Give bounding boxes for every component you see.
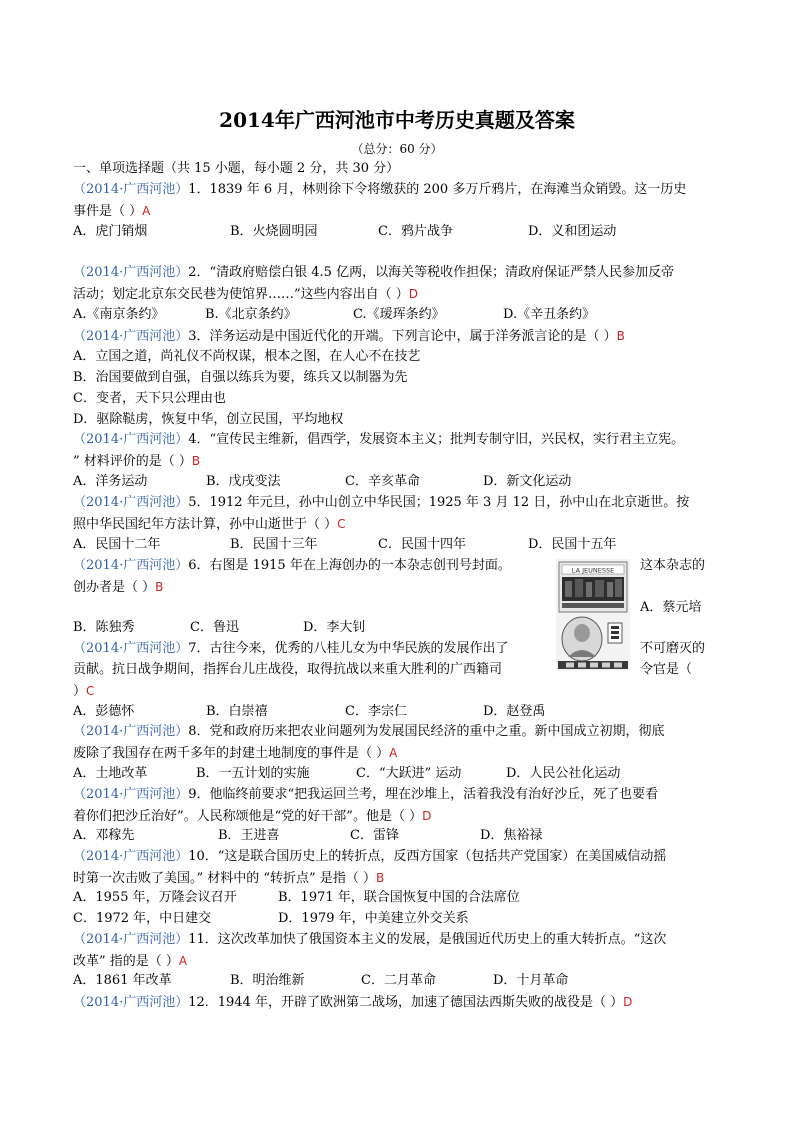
question-10-text: 10．“这是联合国历史上的转折点，反西方国家（包括共产党国家）在美国威信动摇 — [188, 849, 667, 864]
question-1-answer: A — [142, 204, 151, 218]
question-7-line-1 — [73, 640, 509, 658]
question-4-options — [73, 473, 733, 491]
document-subtitle: （总分：60 分） — [351, 142, 443, 156]
question-6-text-right: 这本杂志的 — [640, 558, 706, 573]
question-8-line-1 — [73, 723, 665, 741]
question-8-text-cont: 废除了我国存在两千多年的封建土地制度的事件是（ ） — [73, 746, 390, 761]
question-7-source-tag: （2014·广西河池） — [73, 641, 189, 656]
question-10-answer: B — [375, 871, 385, 885]
question-3-line-1 — [73, 327, 625, 346]
question-6-source-tag: （2014·广西河池） — [73, 558, 189, 573]
option-a: A．邓稼先 — [73, 828, 135, 843]
option-c: C．二月革命 — [361, 973, 436, 988]
option-c: C．辛亥革命 — [345, 474, 420, 489]
question-4-text: 4．“宣传民主维新，倡西学，发展资本主义；批判专制守旧，兴民权，实行君主立宪。 — [188, 432, 685, 447]
option-b: B．一五计划的实施 — [196, 766, 310, 781]
option-a: A．洋务运动 — [73, 474, 148, 489]
option-d: D．1979 年，中美建立外交关系 — [278, 911, 469, 926]
question-12-answer: D — [623, 995, 633, 1009]
question-10-text-cont: 时第一次击败了美国。” 材料中的 “转折点” 是指（ ） — [73, 871, 376, 886]
question-7-line-3 — [73, 682, 94, 701]
question-6-line-1 — [73, 557, 511, 575]
question-6-text: 6．右图是 1915 年在上海创办的一本杂志创刊号封面。 — [188, 558, 511, 573]
question-3-option-a: A．立国之道，尚礼仪不尚权谋，根本之图，在人心不在技艺 — [73, 349, 421, 364]
option-b: B.《北京条约》 — [205, 307, 297, 322]
question-6-option-a: A．蔡元培 — [640, 600, 702, 615]
question-3-option-d: D．驱除鞑虏，恢复中华，创立民国，平均地权 — [73, 412, 344, 427]
option-d: D．民国十五年 — [528, 537, 617, 552]
question-9-text-cont: 着你们把沙丘治好”。人民称颂他是“党的好干部”。他是（ ） — [73, 809, 423, 824]
question-11-line-2 — [73, 952, 187, 971]
question-8-line-2 — [73, 744, 397, 763]
question-2-options — [73, 306, 733, 324]
question-3-text: 3．洋务运动是中国近代化的开端。下列言论中，属于洋务派言论的是（ ） — [188, 329, 617, 344]
option-a: A．民国十二年 — [73, 537, 161, 552]
question-3-option-c: C．变者，天下只公理由也 — [73, 391, 226, 406]
option-c: C．鸦片战争 — [378, 224, 453, 239]
option-d: D.《辛丑条约》 — [503, 307, 596, 322]
question-11-text-cont: 改革” 指的是（ ） — [73, 954, 179, 969]
question-2-text: 2．“清政府赔偿白银 4.5 亿两，以海关等税收作担保；清政府保证严禁人民参加反帝 — [188, 265, 675, 280]
question-10-line-2 — [73, 869, 384, 888]
option-b: B．明治维新 — [230, 973, 305, 988]
option-b: B．戊戌变法 — [206, 474, 281, 489]
option-a: A.《南京条约》 — [73, 307, 165, 322]
option-a: A．彭德怀 — [73, 704, 135, 719]
option-c: C．“大跃进” 运动 — [356, 766, 462, 781]
question-9-source-tag: （2014·广西河池） — [73, 787, 189, 802]
question-4-line-1 — [73, 431, 684, 449]
question-7-line-2: 贡献。抗日战争期间，指挥台儿庄战役，取得抗战以来重大胜利的广西籍司 — [73, 662, 503, 677]
option-a: A．虎门销烟 — [73, 224, 148, 239]
question-9-options — [73, 827, 733, 845]
question-4-answer: B — [191, 454, 201, 468]
magazine-cover-text: LA JEUNESSE — [571, 566, 615, 575]
question-10-line-1 — [73, 848, 666, 866]
question-5-line-2 — [73, 515, 346, 534]
option-c: C．鲁迅 — [190, 620, 239, 635]
option-a: A．土地改革 — [73, 766, 148, 781]
option-c: C．李宗仁 — [345, 704, 407, 719]
question-4-line-2 — [73, 452, 200, 471]
option-a: A．1955 年，万隆会议召开 — [73, 890, 237, 905]
question-11-answer: A — [178, 954, 188, 968]
question-10-options-row-2 — [73, 910, 733, 928]
question-11-text: 11．这次改革加快了俄国资本主义的发展，是俄国近代历史上的重大转折点。“这次 — [188, 932, 667, 947]
question-12-text: 12．1944 年，开辟了欧洲第二战场，加速了德国法西斯失败的战役是（ ） — [188, 995, 624, 1010]
question-6-answer: B — [155, 580, 164, 594]
question-3-source-tag: （2014·广西河池） — [73, 329, 189, 344]
question-6-options — [73, 619, 733, 637]
question-7-options — [73, 703, 733, 721]
option-d: D．十月革命 — [493, 973, 569, 988]
question-9-line-1 — [73, 786, 658, 804]
question-5-source-tag: （2014·广西河池） — [73, 495, 189, 510]
question-5-options — [73, 536, 733, 554]
option-a: A．1861 年改革 — [73, 973, 172, 988]
question-1-options — [73, 223, 733, 241]
question-8-answer: A — [389, 746, 398, 760]
document-title: 2014年广西河池市中考历史真题及答案 — [219, 108, 575, 132]
option-b: B．火烧圆明园 — [230, 224, 318, 239]
magazine-cover-image — [556, 559, 630, 671]
question-9-answer: D — [422, 809, 432, 823]
question-1-source-tag: （2014·广西河池） — [73, 182, 189, 197]
option-b: B．白崇禧 — [206, 704, 268, 719]
option-b: B．民国十三年 — [230, 537, 318, 552]
question-5-text: 5．1912 年元旦，孙中山创立中华民国；1925 年 3 月 12 日，孙中山在北京逝世。按 — [188, 495, 690, 510]
question-7-text: 7．古往今来，优秀的八桂儿女为中华民族的发展作出了 — [188, 641, 509, 656]
option-c: C．雷锋 — [350, 828, 399, 843]
option-b: B．1971 年，联合国恢复中国的合法席位 — [278, 890, 520, 905]
question-8-text: 8．党和政府历来把农业问题列为发展国民经济的重中之重。新中国成立初期，彻底 — [188, 724, 665, 739]
question-2-source-tag: （2014·广西河池） — [73, 265, 189, 280]
question-2-line-2 — [73, 285, 418, 304]
question-4-text-cont: ” 材料评价的是（ ） — [73, 454, 192, 469]
question-1-text: 1．1839 年 6 月，林则徐下令将缴获的 200 多万斤鸦片，在海滩当众销毁。这一历史 — [188, 182, 687, 197]
question-1-text-cont: 事件是（ ） — [73, 204, 143, 219]
question-6-line-2 — [73, 578, 163, 597]
question-9-text: 9．他临终前要求“把我运回兰考，埋在沙堆上，活着我没有治好沙丘，死了也要看 — [188, 787, 659, 802]
option-c: C．民国十四年 — [378, 537, 466, 552]
question-7-answer: C — [86, 684, 95, 698]
question-1-line-2 — [73, 202, 150, 221]
question-2-answer: D — [408, 287, 419, 301]
question-4-source-tag: （2014·广西河池） — [73, 432, 189, 447]
question-7-text-cont: ） — [73, 684, 87, 699]
question-11-line-1 — [73, 931, 666, 949]
option-d: D．新文化运动 — [483, 474, 572, 489]
question-2-text-cont: 活动；划定北京东交民巷为使馆界……”这些内容出自（ ） — [73, 287, 409, 302]
option-b: B．陈独秀 — [73, 620, 135, 635]
option-d: D．赵登禹 — [483, 704, 546, 719]
section-heading: 一、单项选择题（共 15 小题，每小题 2 分，共 30 分） — [73, 161, 400, 176]
question-8-options — [73, 765, 733, 783]
question-5-text-cont: 照中华民国纪年方法计算，孙中山逝世于（ ） — [73, 517, 338, 532]
option-c: C.《瑷珲条约》 — [353, 307, 445, 322]
question-11-source-tag: （2014·广西河池） — [73, 932, 189, 947]
question-12-line-1 — [73, 993, 632, 1012]
question-1-line-1 — [73, 181, 686, 199]
option-d: D．焦裕禄 — [480, 828, 543, 843]
option-b: B．王进喜 — [218, 828, 280, 843]
option-d: D．人民公社化运动 — [506, 766, 621, 781]
question-8-source-tag: （2014·广西河池） — [73, 724, 189, 739]
question-5-answer: C — [337, 517, 346, 531]
question-3-option-b: B．治国要做到自强，自强以练兵为要，练兵又以制器为先 — [73, 370, 408, 385]
question-11-options — [73, 972, 733, 990]
question-7-text-right: 不可磨灭的 — [640, 641, 706, 656]
question-10-source-tag: （2014·广西河池） — [73, 849, 189, 864]
question-10-options-row-1 — [73, 889, 733, 907]
option-c: C．1972 年，中日建交 — [73, 911, 212, 926]
option-d: D．义和团运动 — [528, 224, 617, 239]
question-5-line-1 — [73, 494, 689, 512]
question-9-line-2 — [73, 807, 431, 826]
question-12-source-tag: （2014·广西河池） — [73, 995, 189, 1010]
question-7-text-right-2: 令官是（ — [640, 662, 693, 677]
option-d: D．李大钊 — [303, 620, 366, 635]
question-6-text-cont: 创办者是（ ） — [73, 580, 156, 595]
question-2-line-1 — [73, 264, 674, 282]
question-3-answer: B — [616, 329, 625, 343]
